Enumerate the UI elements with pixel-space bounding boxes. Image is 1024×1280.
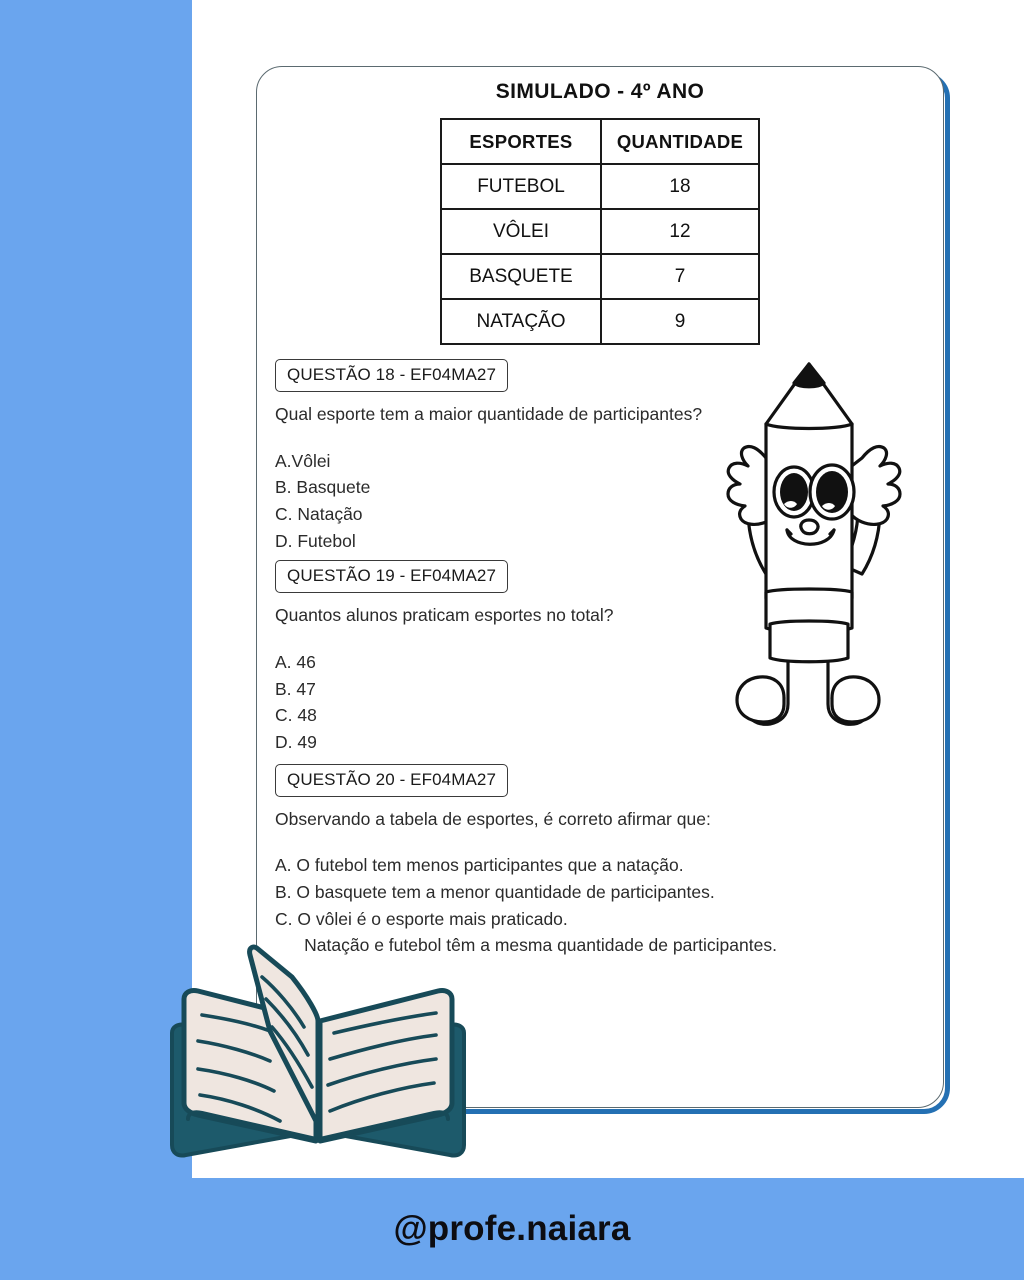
question-prompt-18: Qual esporte tem a maior quantidade de participantes? <box>275 404 703 424</box>
question-block-18 <box>275 359 943 554</box>
sports-table-wrapper <box>257 118 943 345</box>
question-tag-19: QUESTÃO 19 - EF04MA27 <box>275 560 508 593</box>
question-tag-20: QUESTÃO 20 - EF04MA27 <box>275 764 508 797</box>
table-row <box>441 254 759 299</box>
question-block-20 <box>275 764 943 959</box>
table-row <box>441 164 759 209</box>
page-title: SIMULADO - 4º ANO <box>495 80 705 103</box>
option-a: A. 46 <box>275 652 316 673</box>
table-cell-quantity: 9 <box>601 299 759 344</box>
question-block-19 <box>275 560 943 755</box>
option-b: B. 47 <box>275 678 316 699</box>
table-header-row <box>441 119 759 164</box>
question-tag-row-20 <box>275 764 943 797</box>
table-cell-quantity: 18 <box>601 164 759 209</box>
footer-bar <box>0 1178 1024 1280</box>
table-cell-quantity: 12 <box>601 209 759 254</box>
question-options-18 <box>275 448 943 554</box>
table-row <box>441 209 759 254</box>
option-d: D. 49 <box>275 731 317 752</box>
question-tag-row-19 <box>275 560 943 593</box>
table-cell-sport: FUTEBOL <box>441 164 601 209</box>
question-prompt-19: Quantos alunos praticam esportes no total? <box>275 605 614 626</box>
table-cell-quantity: 7 <box>601 254 759 299</box>
table-header-quantity: QUANTIDADE <box>601 119 759 164</box>
option-b: B. O basquete tem a menor quantidade de participantes. <box>275 881 715 902</box>
option-c: C. 48 <box>275 705 317 726</box>
author-handle: @profe.naiara <box>393 1209 631 1248</box>
option-d: D. Futebol <box>275 530 356 551</box>
option-c: C. Natação <box>275 504 363 525</box>
question-tag-18: QUESTÃO 18 - EF04MA27 <box>275 359 508 392</box>
table-cell-sport: NATAÇÃO <box>441 299 601 344</box>
table-row <box>441 299 759 344</box>
question-prompt-20: Observando a tabela de esportes, é correto afirmar que: <box>275 808 711 829</box>
table-cell-sport: BASQUETE <box>441 254 601 299</box>
open-book-icon <box>158 935 488 1180</box>
table-cell-sport: VÔLEI <box>441 209 601 254</box>
option-c: C. O vôlei é o esporte mais praticado. <box>275 908 568 929</box>
option-b: B. Basquete <box>275 477 371 498</box>
sports-table <box>440 118 760 345</box>
option-a: A.Vôlei <box>275 450 331 471</box>
table-header-sports: ESPORTES <box>441 119 601 164</box>
questions-area <box>257 359 943 959</box>
option-a: A. O futebol tem menos participantes que a natação. <box>275 855 684 876</box>
question-options-19 <box>275 649 943 755</box>
option-d: Natação e futebol têm a mesma quantidade de participantes. <box>275 935 777 956</box>
question-tag-row-18 <box>275 359 943 392</box>
